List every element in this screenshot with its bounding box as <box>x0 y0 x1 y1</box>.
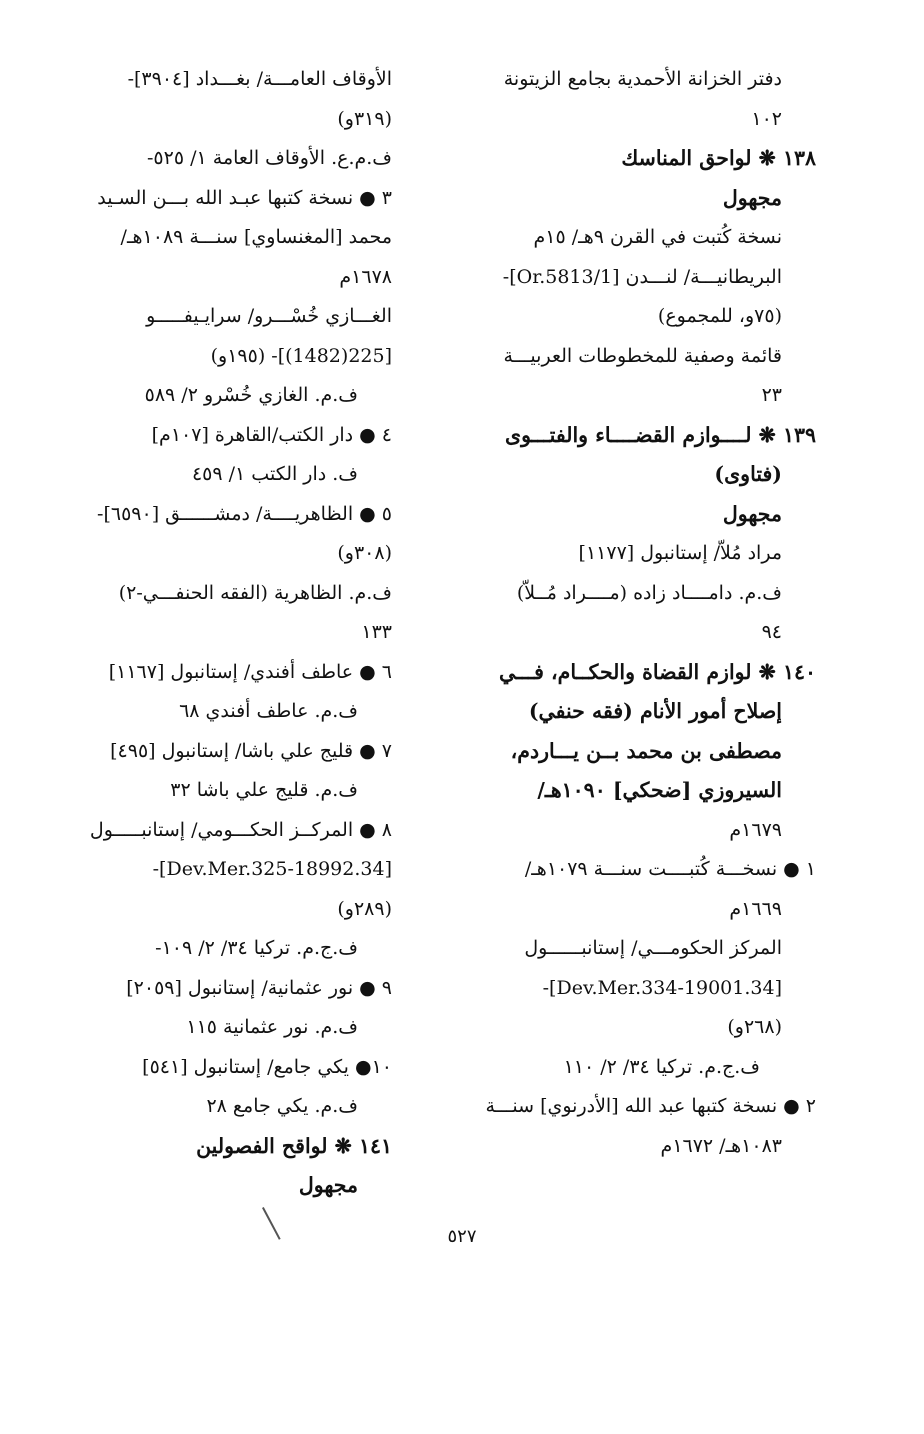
left-line: ف. دار الكتب ١/ ٤٥٩ <box>191 463 358 485</box>
left-column <box>46 60 392 1206</box>
right-line: ١٠٨٣هـ/ ١٦٧٢م <box>660 1134 782 1157</box>
left-line: (٢٨٩و) <box>337 897 392 920</box>
right-line: ٢ ● نسخة كتبها عبد الله [الأدرنوي] سنـــة <box>485 1095 816 1117</box>
left-line: ٤ ● دار الكتب/القاهرة [١٠٧م] <box>151 423 392 446</box>
left-line: ٥ ● الظاهريــــة/ دمشــــــق [٦٥٩٠]- <box>97 502 392 525</box>
right-line: دفتر الخزانة الأحمدية بجامع الزيتونة <box>503 68 782 90</box>
right-line: المركز الحكومـــي/ إستانبــــــول <box>524 937 782 959</box>
left-line: مجهول <box>298 1173 358 1197</box>
right-line: مصطفى بن محمد بــن يـــاردم، <box>510 738 782 763</box>
right-line: ١٤٠ ❋ لوازم القضاة والحكــام، فـــي <box>499 659 816 684</box>
left-line: ف.م. قليج علي باشا ٣٢ <box>170 779 358 801</box>
right-line: ف.ج.م. تركيا ٣٤/ ٢/ ١١٠ <box>563 1055 760 1078</box>
right-line: ١٦٧٩م <box>729 818 782 841</box>
right-line: ٢٣ <box>761 384 782 406</box>
right-line: ف.م. دامــــاد زاده (مــــراد مُــلاّ) <box>516 581 782 604</box>
right-line: (فتاوى) <box>714 462 782 486</box>
right-line: ١٣٩ ❋ لــــوازم القضــــاء والفتـــوى <box>505 422 816 447</box>
right-column <box>476 60 816 1166</box>
right-line: [34.Dev.Mer.334-19001]- <box>542 976 782 999</box>
left-line: ف.ج.م. تركيا ٣٤/ ٢/ ١٠٩- <box>155 937 358 959</box>
left-line: [34.Dev.Mer.325-18992]- <box>152 858 392 880</box>
right-line: البريطانيـــة/ لنـــدن [Or.5813/1]- <box>502 265 782 288</box>
right-line: ١٠٢ <box>751 107 782 130</box>
left-line: ف.م. نور عثمانية ١١٥ <box>186 1016 358 1038</box>
right-line: مراد مُلاّ/ إستانبول [١١٧٧] <box>578 542 782 564</box>
right-line: مجهول <box>722 501 782 526</box>
right-line: السيروزي [ضحكي] ١٠٩٠هـ/ <box>537 778 782 802</box>
left-line: ف.م. يكي جامع ٢٨ <box>206 1095 358 1117</box>
left-line: ف.م. الظاهرية (الفقه الحنفـــي-٢) <box>118 581 392 604</box>
right-line: ١ ● نسخـــة كُتبــــت سنـــة ١٠٧٩هـ/ <box>524 858 816 880</box>
left-line: (٣٠٨و) <box>337 542 392 564</box>
right-line: ١٣٨ ❋ لواحق المناسك <box>621 146 816 170</box>
left-line: محمد [المغنساوي] سنـــة ١٠٨٩هـ/ <box>120 226 392 248</box>
left-line: ٨ ● المركــز الحكـــومي/ إستانبـــــول <box>89 818 392 841</box>
left-line: الغـــازي خُسْـــرو/ سرايـيفـــــو <box>146 305 392 327</box>
right-line: ٩٤ <box>761 621 782 643</box>
right-line: (٢٦٨و) <box>727 1016 782 1038</box>
right-line: إصلاح أمور الأنام (فقه حنفي) <box>528 699 782 723</box>
page-number: ٥٢٧ <box>447 1226 477 1247</box>
left-line: ف.م.ع. الأوقاف العامة ١/ ٥٢٥- <box>147 147 392 169</box>
left-line: ٣ ● نسخة كتبها عبـد الله بـــن السـيد <box>97 186 392 209</box>
left-line: ٦ ● عاطف أفندي/ إستانبول [١١٦٧] <box>108 660 392 683</box>
left-line: الأوقاف العامـــة/ بغـــداد [٣٩٠٤]- <box>127 68 392 90</box>
left-line: ١٦٧٨م <box>339 265 392 288</box>
left-line: ١٤١ ❋ لواقح الفصولين <box>196 1133 392 1158</box>
left-line: ف.م. الغازي خُسْرو ٢/ ٥٨٩ <box>144 384 358 406</box>
left-line: (٣١٩و) <box>337 107 392 130</box>
right-line: مجهول <box>722 185 782 210</box>
left-line: ٩ ● نور عثمانية/ إستانبول [٢٠٥٩] <box>126 976 392 999</box>
left-line: ١٠● يكي جامع/ إستانبول [٥٤١] <box>142 1055 392 1078</box>
left-line: ف.م. عاطف أفندي ٦٨ <box>179 700 358 722</box>
right-line: نسخة كُتبت في القرن ٩هـ/ ١٥م <box>533 226 782 248</box>
right-line: (٧٥و، للمجموع) <box>657 305 782 327</box>
left-line: ٧ ● قليج علي باشا/ إستانبول [٤٩٥] <box>110 739 392 762</box>
left-line: ١٣٣ <box>361 621 392 643</box>
right-line: قائمة وصفية للمخطوطات العربيـــة <box>503 344 782 367</box>
left-line: [225(1482)]- (١٩٥و) <box>210 344 392 367</box>
right-line: ١٦٦٩م <box>729 897 782 920</box>
